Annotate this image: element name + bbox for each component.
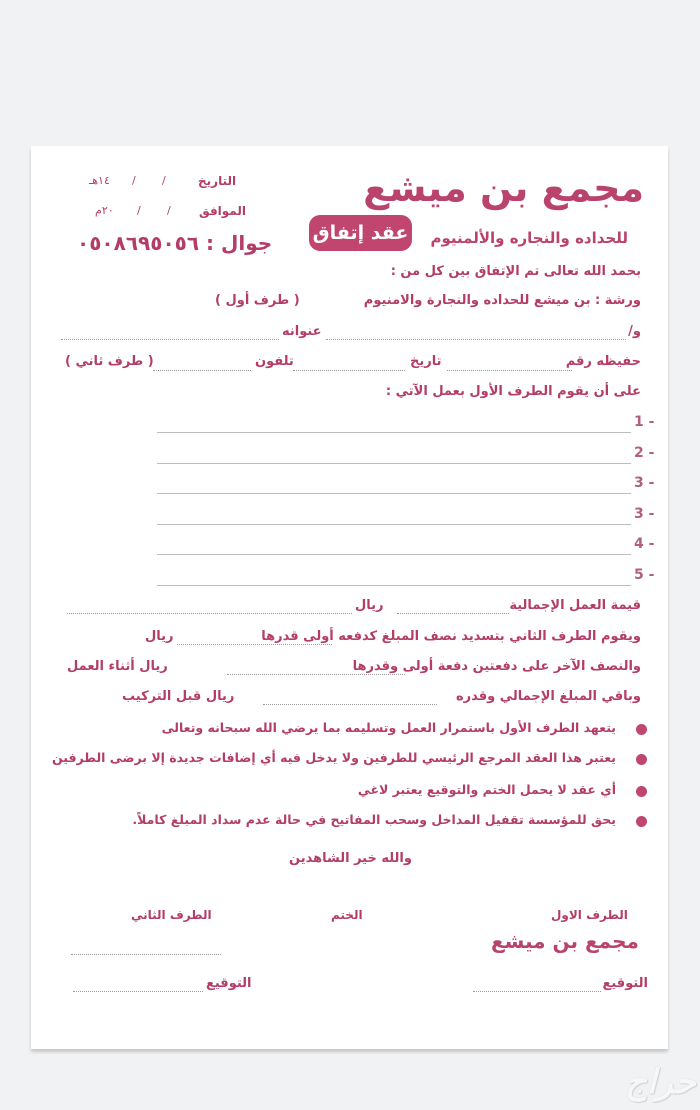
term-item: أي عقد لا يحمل الختم والتوقيع يعتبر لاغي bbox=[357, 782, 616, 797]
date-label: تاريخ bbox=[410, 354, 442, 369]
second-party-signature-label: التوقيع bbox=[206, 976, 252, 991]
second-party-label: الطرف الثاني bbox=[131, 908, 212, 922]
second-half-field[interactable] bbox=[227, 674, 405, 675]
date-separator: / bbox=[162, 174, 166, 187]
work-item-number: 1 - bbox=[634, 414, 655, 430]
second-party-name-field[interactable] bbox=[326, 339, 626, 340]
intro-line: بحمد الله تعالى تم الإتفاق بين كل من : bbox=[390, 264, 641, 279]
first-half-currency: ريال bbox=[145, 629, 174, 644]
term-item: يحق للمؤسسة تقفيل المداخل وسحب المفاتيح في حالة عدم سداد المبلغ كاملاً. bbox=[132, 812, 616, 827]
address-label: عنوانه bbox=[282, 324, 322, 339]
phone-field-label: تلفون bbox=[255, 354, 294, 369]
bullet-icon bbox=[636, 816, 647, 827]
bullet-icon bbox=[636, 786, 647, 797]
workshop-line: ورشة : بن ميشع للحداده والنجارة والامنيوم bbox=[363, 293, 641, 308]
phone-line bbox=[77, 231, 272, 255]
work-intro: على أن يقوم الطرف الأول بعمل الآتي : bbox=[385, 384, 641, 399]
date-hijri-suffix: ١٤هـ bbox=[89, 174, 110, 187]
haraj-watermark-logo: حراج bbox=[624, 1062, 696, 1102]
first-party-brand: مجمع بن ميشع bbox=[491, 929, 639, 953]
total-currency: ريال bbox=[355, 598, 384, 613]
address-field[interactable] bbox=[61, 339, 279, 340]
first-party-signature-label: التوقيع bbox=[602, 976, 648, 991]
second-half-label: والنصف الآخر على دفعتين دفعة أولى وقدرها bbox=[352, 659, 641, 674]
second-party-prefix: و/ bbox=[628, 324, 641, 339]
bullet-icon bbox=[636, 724, 647, 735]
closing-text: والله خير الشاهدين bbox=[289, 851, 412, 866]
phone-field[interactable] bbox=[153, 370, 251, 371]
work-item-number: 3 - bbox=[634, 475, 655, 491]
date-gregorian-suffix: ٢٠م bbox=[95, 204, 114, 217]
term-item: يعتبر هذا العقد المرجع الرئيسي للطرفين ولا يدخل فيه أي إضافات جديدة إلا برضى الطرفين bbox=[51, 750, 616, 765]
total-label: قيمة العمل الإجمالية bbox=[509, 598, 641, 613]
date-hijri-label: التاريخ bbox=[198, 174, 237, 188]
date-separator: / bbox=[167, 204, 171, 217]
date-separator: / bbox=[132, 174, 136, 187]
work-item-number: 2 - bbox=[634, 445, 655, 461]
id-number-field[interactable] bbox=[447, 370, 572, 371]
stamp-label: الختم bbox=[331, 908, 363, 922]
work-item-field[interactable] bbox=[157, 432, 631, 433]
term-item: يتعهد الطرف الأول باستمرار العمل وتسليمه بما يرضي الله سبحانه وتعالى bbox=[161, 720, 616, 735]
remainder-field[interactable] bbox=[263, 704, 437, 705]
contract-document bbox=[31, 146, 668, 1049]
work-item-number: 5 - bbox=[634, 567, 655, 583]
bullet-icon bbox=[636, 754, 647, 765]
phone-number: ٠٥٠٨٦٩٥٠٥٦ bbox=[77, 231, 200, 255]
work-item-number: 3 - bbox=[634, 506, 655, 522]
date-separator: / bbox=[137, 204, 141, 217]
total-amount-field[interactable] bbox=[397, 613, 509, 614]
work-item-field[interactable] bbox=[157, 493, 631, 494]
first-party-signature-field[interactable] bbox=[473, 991, 601, 992]
remainder-label: وباقي المبلغ الإجمالي وقدره bbox=[455, 689, 641, 704]
first-half-field[interactable] bbox=[177, 644, 332, 645]
date-gregorian-label: الموافق bbox=[199, 204, 246, 218]
first-party-tag: ( طرف أول ) bbox=[215, 293, 300, 308]
first-half-label: ويقوم الطرف الثاني بتسديد نصف المبلغ كدفعه أولى قدرها bbox=[261, 629, 641, 644]
second-party-name-field[interactable] bbox=[71, 954, 221, 955]
id-label: حفيظه رقم bbox=[565, 354, 641, 369]
first-party-label: الطرف الاول bbox=[551, 908, 628, 922]
contract-badge: عقد إتفاق bbox=[309, 215, 412, 251]
brand-subtitle: للحداده والنجاره والألمنيوم bbox=[430, 229, 628, 247]
date-field[interactable] bbox=[293, 370, 405, 371]
work-item-number: 4 - bbox=[634, 536, 655, 552]
work-item-field[interactable] bbox=[157, 524, 631, 525]
work-item-field[interactable] bbox=[157, 585, 631, 586]
total-amount-words-field[interactable] bbox=[67, 613, 352, 614]
work-item-field[interactable] bbox=[157, 463, 631, 464]
remainder-currency: ريال قبل التركيب bbox=[122, 689, 235, 704]
second-party-signature-field[interactable] bbox=[73, 991, 203, 992]
brand-title: مجمع بن ميشع bbox=[363, 166, 644, 210]
work-item-field[interactable] bbox=[157, 554, 631, 555]
second-half-currency: ريال أثناء العمل bbox=[67, 659, 168, 674]
phone-label: جوال : bbox=[206, 231, 273, 255]
second-party-tag: ( طرف ثاني ) bbox=[65, 354, 154, 369]
